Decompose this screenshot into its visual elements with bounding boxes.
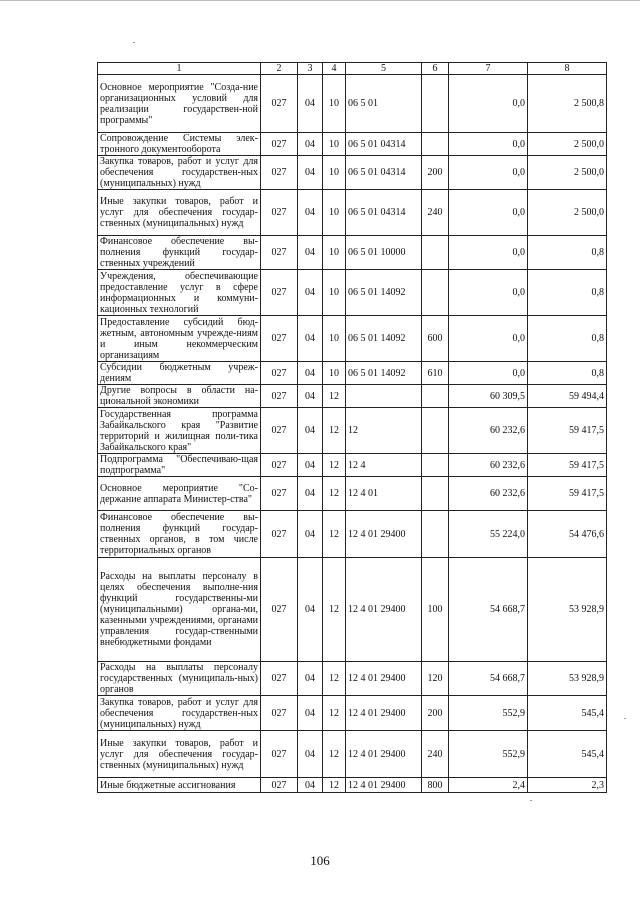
scan-speck — [530, 800, 532, 801]
ministry-code: 027 — [261, 316, 298, 362]
table-row — [98, 558, 607, 662]
amount-col-8: 0,8 — [528, 236, 607, 270]
table-row — [98, 75, 607, 133]
amount-col-7: 60 232,6 — [449, 454, 528, 477]
ministry-code: 027 — [261, 190, 298, 236]
amount-col-8: 0,8 — [528, 270, 607, 316]
target-article-code: 06 5 01 14092 — [346, 316, 422, 362]
table-row — [98, 133, 607, 156]
col-header-2: 2 — [261, 63, 298, 75]
section-code: 04 — [298, 270, 323, 316]
budget-table — [97, 62, 607, 793]
amount-col-7: 54 668,7 — [449, 558, 528, 662]
row-name: Сопровождение Системы элек-тронного документооборота — [98, 133, 261, 156]
expense-type-code: 240 — [422, 190, 449, 236]
amount-col-7: 0,0 — [449, 156, 528, 190]
section-code: 04 — [298, 316, 323, 362]
expense-type-code — [422, 511, 449, 558]
row-name: Государственная программа Забайкальского края "Развитие территорий и жилищная поли-тика Забайкальского края" — [98, 408, 261, 454]
amount-col-8: 59 417,5 — [528, 454, 607, 477]
amount-col-8: 53 928,9 — [528, 662, 607, 696]
col-header-6: 6 — [422, 63, 449, 75]
table-row — [98, 778, 607, 793]
section-code: 04 — [298, 696, 323, 731]
section-code: 04 — [298, 408, 323, 454]
row-name: Предоставление субсидий бюд-жетным, автономным учрежде-ниям и иным некоммерческим организациям — [98, 316, 261, 362]
table-row — [98, 408, 607, 454]
row-name: Основное мероприятие "Созда-ние организационных условий для реализации государствен-ной программы" — [98, 75, 261, 133]
target-article-code: 12 — [346, 408, 422, 454]
target-article-code: 06 5 01 14092 — [346, 362, 422, 385]
section-code: 04 — [298, 778, 323, 793]
expense-type-code — [422, 75, 449, 133]
row-name: Иные закупки товаров, работ и услуг для обеспечения государ-ственных (муниципальных) нужд — [98, 731, 261, 778]
subsection-code: 10 — [323, 362, 346, 385]
section-code: 04 — [298, 558, 323, 662]
subsection-code: 12 — [323, 662, 346, 696]
amount-col-7: 60 232,6 — [449, 477, 528, 511]
ministry-code: 027 — [261, 236, 298, 270]
row-name: Закупка товаров, работ и услуг для обеспечения государствен-ных (муниципальных) нужд — [98, 156, 261, 190]
section-code: 04 — [298, 385, 323, 408]
target-article-code: 12 4 01 — [346, 477, 422, 511]
expense-type-code: 610 — [422, 362, 449, 385]
expense-type-code — [422, 385, 449, 408]
amount-col-7: 60 232,6 — [449, 408, 528, 454]
row-name: Финансовое обеспечение вы-полнения функций государ-ственных органов, в том числе территориальных органов — [98, 511, 261, 558]
section-code: 04 — [298, 190, 323, 236]
ministry-code: 027 — [261, 75, 298, 133]
expense-type-code: 240 — [422, 731, 449, 778]
row-name: Финансовое обеспечение вы-полнения функций государ-ственных учреждений — [98, 236, 261, 270]
expense-type-code — [422, 270, 449, 316]
col-header-5: 5 — [346, 63, 422, 75]
page-number: 106 — [310, 853, 330, 868]
amount-col-7: 0,0 — [449, 133, 528, 156]
amount-col-8: 2 500,0 — [528, 190, 607, 236]
amount-col-8: 2,3 — [528, 778, 607, 793]
subsection-code: 12 — [323, 511, 346, 558]
amount-col-7: 54 668,7 — [449, 662, 528, 696]
section-code: 04 — [298, 156, 323, 190]
amount-col-7: 0,0 — [449, 362, 528, 385]
section-code: 04 — [298, 236, 323, 270]
subsection-code: 10 — [323, 75, 346, 133]
subsection-code: 12 — [323, 558, 346, 662]
subsection-code: 12 — [323, 696, 346, 731]
subsection-code: 10 — [323, 316, 346, 362]
table-row — [98, 236, 607, 270]
ministry-code: 027 — [261, 454, 298, 477]
amount-col-7: 552,9 — [449, 731, 528, 778]
amount-col-7: 0,0 — [449, 236, 528, 270]
subsection-code: 12 — [323, 408, 346, 454]
section-code: 04 — [298, 662, 323, 696]
ministry-code: 027 — [261, 408, 298, 454]
amount-col-7: 0,0 — [449, 316, 528, 362]
amount-col-8: 59 417,5 — [528, 477, 607, 511]
amount-col-7: 55 224,0 — [449, 511, 528, 558]
expense-type-code — [422, 133, 449, 156]
scan-speck — [624, 718, 626, 719]
expense-type-code — [422, 236, 449, 270]
col-header-4: 4 — [323, 63, 346, 75]
ministry-code: 027 — [261, 362, 298, 385]
amount-col-8: 0,8 — [528, 316, 607, 362]
scan-top-edge — [0, 0, 640, 7]
subsection-code: 12 — [323, 477, 346, 511]
row-name: Иные бюджетные ассигнования — [98, 778, 261, 793]
amount-col-8: 0,8 — [528, 362, 607, 385]
target-article-code: 12 4 01 29400 — [346, 511, 422, 558]
expense-type-code — [422, 454, 449, 477]
expense-type-code: 120 — [422, 662, 449, 696]
header-row — [98, 63, 607, 75]
table-body — [98, 75, 607, 793]
amount-col-7: 0,0 — [449, 270, 528, 316]
expense-type-code: 100 — [422, 558, 449, 662]
col-header-7: 7 — [449, 63, 528, 75]
subsection-code: 12 — [323, 778, 346, 793]
ministry-code: 027 — [261, 133, 298, 156]
row-name: Другие вопросы в области на-циональной экономики — [98, 385, 261, 408]
ministry-code: 027 — [261, 696, 298, 731]
amount-col-7: 552,9 — [449, 696, 528, 731]
ministry-code: 027 — [261, 156, 298, 190]
amount-col-7: 0,0 — [449, 190, 528, 236]
row-name: Расходы на выплаты персоналу государственных (муниципаль-ных) органов — [98, 662, 261, 696]
target-article-code: 12 4 01 29400 — [346, 558, 422, 662]
target-article-code: 12 4 01 29400 — [346, 731, 422, 778]
row-name: Подпрограмма "Обеспечиваю-щая подпрограмма" — [98, 454, 261, 477]
table-row — [98, 454, 607, 477]
expense-type-code: 200 — [422, 156, 449, 190]
section-code: 04 — [298, 477, 323, 511]
expense-type-code — [422, 477, 449, 511]
ministry-code: 027 — [261, 385, 298, 408]
target-article-code: 06 5 01 10000 — [346, 236, 422, 270]
amount-col-8: 2 500,8 — [528, 75, 607, 133]
table-row — [98, 696, 607, 731]
table-row — [98, 156, 607, 190]
section-code: 04 — [298, 362, 323, 385]
amount-col-8: 54 476,6 — [528, 511, 607, 558]
section-code: 04 — [298, 731, 323, 778]
target-article-code: 12 4 — [346, 454, 422, 477]
section-code: 04 — [298, 133, 323, 156]
subsection-code: 10 — [323, 270, 346, 316]
target-article-code: 12 4 01 29400 — [346, 696, 422, 731]
table-row — [98, 731, 607, 778]
amount-col-8: 59 417,5 — [528, 408, 607, 454]
col-header-1: 1 — [98, 63, 261, 75]
ministry-code: 027 — [261, 731, 298, 778]
table-row — [98, 662, 607, 696]
col-header-8: 8 — [528, 63, 607, 75]
target-article-code: 12 4 01 29400 — [346, 778, 422, 793]
ministry-code: 027 — [261, 477, 298, 511]
row-name: Учреждения, обеспечивающие предоставление услуг в сфере информационных и коммуни-кационных технологий — [98, 270, 261, 316]
expense-type-code: 600 — [422, 316, 449, 362]
table-row — [98, 190, 607, 236]
amount-col-8: 545,4 — [528, 696, 607, 731]
subsection-code: 10 — [323, 190, 346, 236]
amount-col-8: 53 928,9 — [528, 558, 607, 662]
target-article-code: 06 5 01 04314 — [346, 190, 422, 236]
table-row — [98, 385, 607, 408]
amount-col-7: 60 309,5 — [449, 385, 528, 408]
section-code: 04 — [298, 454, 323, 477]
subsection-code: 12 — [323, 454, 346, 477]
target-article-code: 06 5 01 04314 — [346, 156, 422, 190]
amount-col-7: 2,4 — [449, 778, 528, 793]
subsection-code: 10 — [323, 236, 346, 270]
expense-type-code: 800 — [422, 778, 449, 793]
expense-type-code: 200 — [422, 696, 449, 731]
subsection-code: 12 — [323, 385, 346, 408]
amount-col-8: 2 500,0 — [528, 156, 607, 190]
ministry-code: 027 — [261, 662, 298, 696]
ministry-code: 027 — [261, 558, 298, 662]
target-article-code: 12 4 01 29400 — [346, 662, 422, 696]
amount-col-7: 0,0 — [449, 75, 528, 133]
row-name: Субсидии бюджетным учреж-дениям — [98, 362, 261, 385]
subsection-code: 10 — [323, 156, 346, 190]
section-code: 04 — [298, 511, 323, 558]
subsection-code: 12 — [323, 731, 346, 778]
section-code: 04 — [298, 75, 323, 133]
amount-col-8: 59 494,4 — [528, 385, 607, 408]
table-row — [98, 477, 607, 511]
row-name: Закупка товаров, работ и услуг для обеспечения государствен-ных (муниципальных) нужд — [98, 696, 261, 731]
row-name: Основное мероприятие "Со-держание аппарата Министер-ства" — [98, 477, 261, 511]
table-header — [98, 63, 607, 75]
expense-type-code — [422, 408, 449, 454]
subsection-code: 10 — [323, 133, 346, 156]
scan-speck — [133, 42, 135, 43]
target-article-code — [346, 385, 422, 408]
table-row — [98, 316, 607, 362]
amount-col-8: 545,4 — [528, 731, 607, 778]
ministry-code: 027 — [261, 270, 298, 316]
ministry-code: 027 — [261, 511, 298, 558]
table-row — [98, 362, 607, 385]
table-row — [98, 270, 607, 316]
target-article-code: 06 5 01 04314 — [346, 133, 422, 156]
row-name: Расходы на выплаты персоналу в целях обеспечения выполне-ния функций государственны-ми (муниципальными) органа-ми, казенными учреждениями, органами управления государ-ственными внебюджетными фондами — [98, 558, 261, 662]
amount-col-8: 2 500,0 — [528, 133, 607, 156]
target-article-code: 06 5 01 — [346, 75, 422, 133]
row-name: Иные закупки товаров, работ и услуг для обеспечения государ-ственных (муниципальных) нужд — [98, 190, 261, 236]
ministry-code: 027 — [261, 778, 298, 793]
table-row — [98, 511, 607, 558]
target-article-code: 06 5 01 14092 — [346, 270, 422, 316]
col-header-3: 3 — [298, 63, 323, 75]
